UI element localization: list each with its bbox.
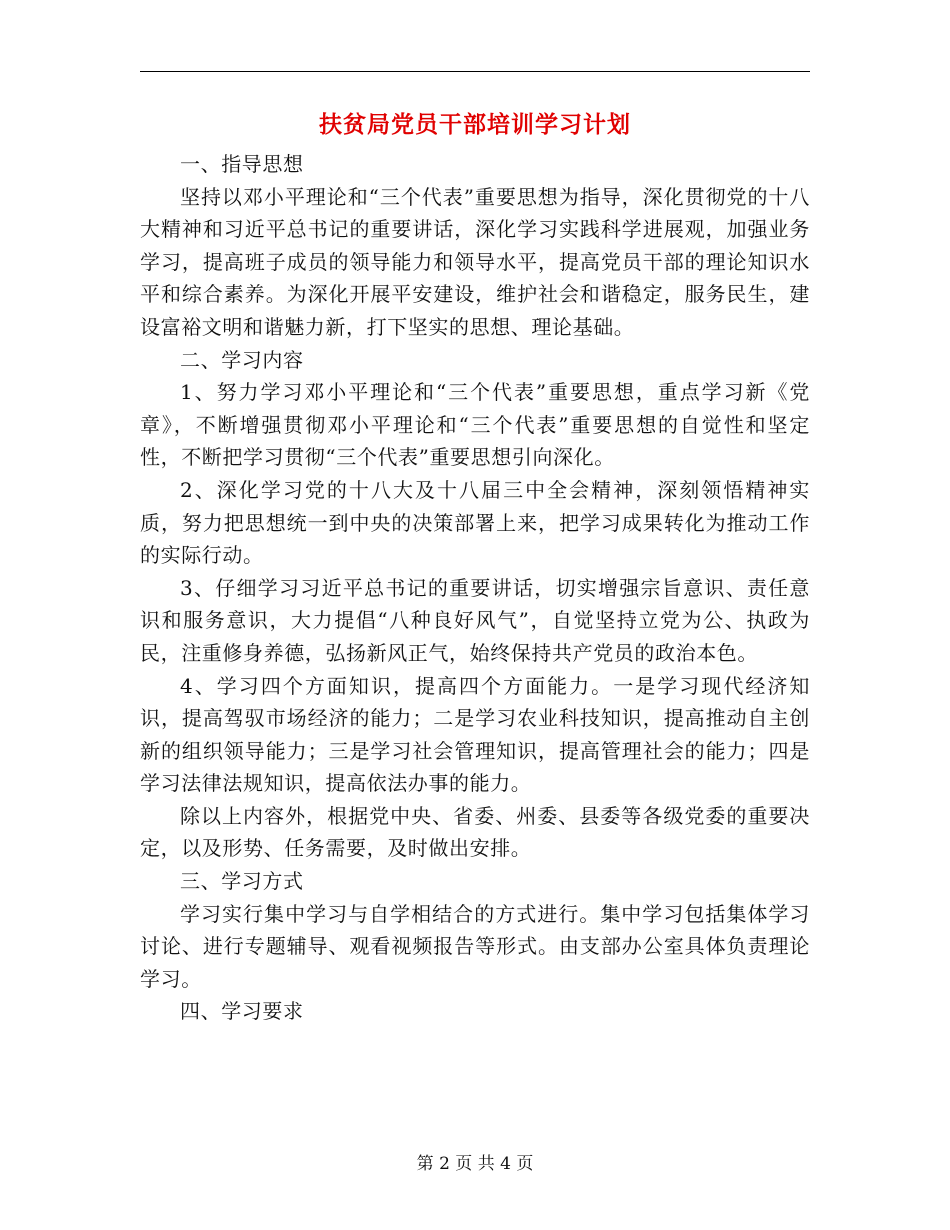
footer-current-page: 2 <box>439 1154 450 1174</box>
section-heading-study-method: 三、学习方式 <box>180 869 304 894</box>
section-heading-study-requirements: 四、学习要求 <box>180 999 304 1024</box>
document-body <box>140 148 810 1028</box>
paragraph-study-content-other: 除以上内容外，根据党中央、省委、州委、县委等各级党委的重要决定，以及形势、任务需要，及时做出安排。 <box>140 803 810 861</box>
section-heading-guiding-thought: 一、指导思想 <box>180 152 304 176</box>
paragraph-study-content-1: 1、努力学习邓小平理论和“三个代表”重要思想，重点学习新《党章》，不断增强贯彻邓小平理论和“三个代表”重要思想的自觉性和坚定性，不断把学习贯彻“三个代表”重要思想引向深化。 <box>140 380 810 470</box>
footer-total-pages: 4 <box>500 1154 511 1174</box>
paragraph-study-content-4: 4、学习四个方面知识，提高四个方面能力。一是学习现代经济知识，提高驾驭市场经济的能力；二是学习农业科技知识，提高推动自主创新的组织领导能力；三是学习社会管理知识，提高管理社会的能力；四是学习法律法规知识，提高依法办事的能力。 <box>140 673 810 796</box>
paragraph-study-content-3: 3、仔细学习习近平总书记的重要讲话，切实增强宗旨意识、责任意识和服务意识，大力提倡“八种良好风气”，自觉坚持立党为公、执政为民，注重修身养德，弘扬新风正气，始终保持共产党员的政治本色。 <box>140 575 810 665</box>
paragraph-study-content-2: 2、深化学习党的十八大及十八届三中全会精神，深刻领悟精神实质，努力把思想统一到中央的决策部署上来，把学习成果转化为推动工作的实际行动。 <box>140 477 810 568</box>
paragraph-study-method: 学习实行集中学习与自学相结合的方式进行。集中学习包括集体学习讨论、进行专题辅导、观看视频报告等形式。由支部办公室具体负责理论学习。 <box>140 901 810 991</box>
section-heading-study-content: 二、学习内容 <box>180 347 304 372</box>
paragraph-guiding-thought: 坚持以邓小平理论和“三个代表”重要思想为指导，深化贯彻党的十八大精神和习近平总书记的重要讲话，深化学习实践科学进展观，加强业务学习，提高班子成员的领导能力和领导水平，提高党员干部的理论知识水平和综合素养。为深化开展平安建设，维护社会和谐稳定，服务民生，建设富裕文明和谐魅力新，打下坚实的思想、理论基础。 <box>140 184 810 339</box>
footer-prefix: 第 <box>416 1154 434 1174</box>
footer-suffix: 页 <box>516 1154 534 1174</box>
page-footer <box>0 1152 950 1176</box>
document-title: 扶贫局党员干部培训学习计划 <box>319 112 631 138</box>
footer-middle: 页 共 <box>455 1154 495 1174</box>
header-rule <box>140 71 810 72</box>
